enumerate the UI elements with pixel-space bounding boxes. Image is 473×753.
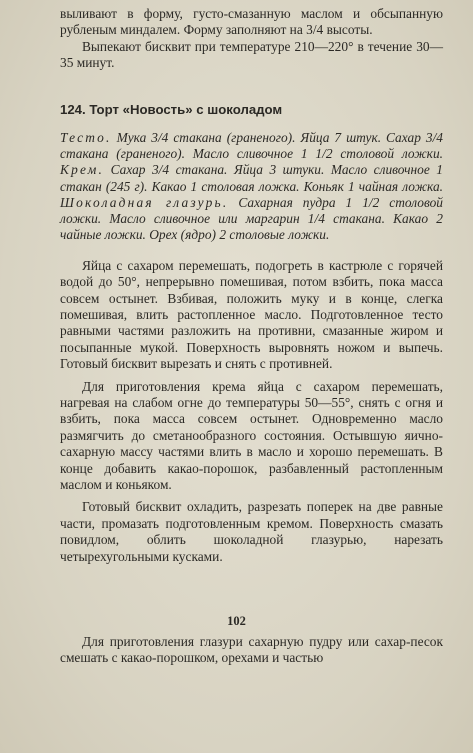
- baking-paragraph: Выпекают бисквит при температуре 210—220° в течение 30—35 минут.: [60, 38, 443, 71]
- instruction-paragraph-1: Яйца с сахаром перемешать, подогреть в кастрюле с горячей водой до 50°, непрерывно помешивая, потом взбить, пока масса совсем остынет. Взбивая, положить муку и в конце, слегка помешивая, влить растопленное масло. Подготовленное тесто равными частями разложить на противни, смазанные жиром и посыпанные мукой. Поверхность выровнять ножом и выпечь. Готовый бисквит вырезать и снять с противней.: [60, 257, 443, 372]
- glaze-label: Шоколадная глазурь.: [60, 194, 229, 210]
- glaze-ingredients: Сахарная пудра 1 1/2 столовой ложки. Масло сливочное или маргарин 1/4 стакана. Какао 2 чайные ложки. Орех (ядро) 2 столовые ложки.: [60, 194, 443, 243]
- instructions: [60, 258, 443, 565]
- dough-label: Тесто.: [60, 129, 112, 145]
- instruction-paragraph-2: Для приготовления крема яйца с сахаром перемешать, нагревая на слабом огне до температуры 50—55°, снять с огня и взбить, пока масса совсем остынет. Одновременно масло размягчить до сметанообразного состояния. Остывшую яично-сахарную массу частями влить в масло и хорошо перемешать. В конце добавить какао-порошок, разбавленный растопленным маслом и коньяком.: [60, 378, 443, 492]
- dough-ingredients: Мука 3/4 стакана (граненого). Яйца 7 штук. Сахар 3/4 стакана (граненого). Масло сливочное 1 1/2 столовой ложки.: [60, 129, 443, 161]
- instruction-paragraph-4: Для приготовления глазури сахарную пудру или сахар-песок смешать с какао-порошком, орехами и частью: [60, 634, 443, 666]
- intro-paragraph: выливают в форму, густо-смазанную маслом и обсыпанную рубленым миндалем. Форму заполняют на 3/4 высоты.: [60, 6, 443, 38]
- page-number: 102: [227, 614, 246, 628]
- continuation: [60, 634, 443, 667]
- cream-label: Крем.: [60, 162, 105, 178]
- instruction-paragraph-3: Готовый бисквит охладить, разрезать поперек на две равные части, промазать подготовленным кремом. Поверхность смазать повидлом, облить шоколадной глазурью, нарезать четырехугольными кусками.: [60, 499, 443, 564]
- intro-section: [60, 0, 443, 72]
- ingredients-block: [60, 130, 443, 244]
- cream-ingredients: Сахар 3/4 стакана. Яйца 3 штуки. Масло сливочное 1 стакан (245 г). Какао 1 столовая ложка. Коньяк 1 чайная ложка.: [60, 162, 443, 194]
- recipe-title: 124. Торт «Новость» с шоколадом: [60, 101, 283, 117]
